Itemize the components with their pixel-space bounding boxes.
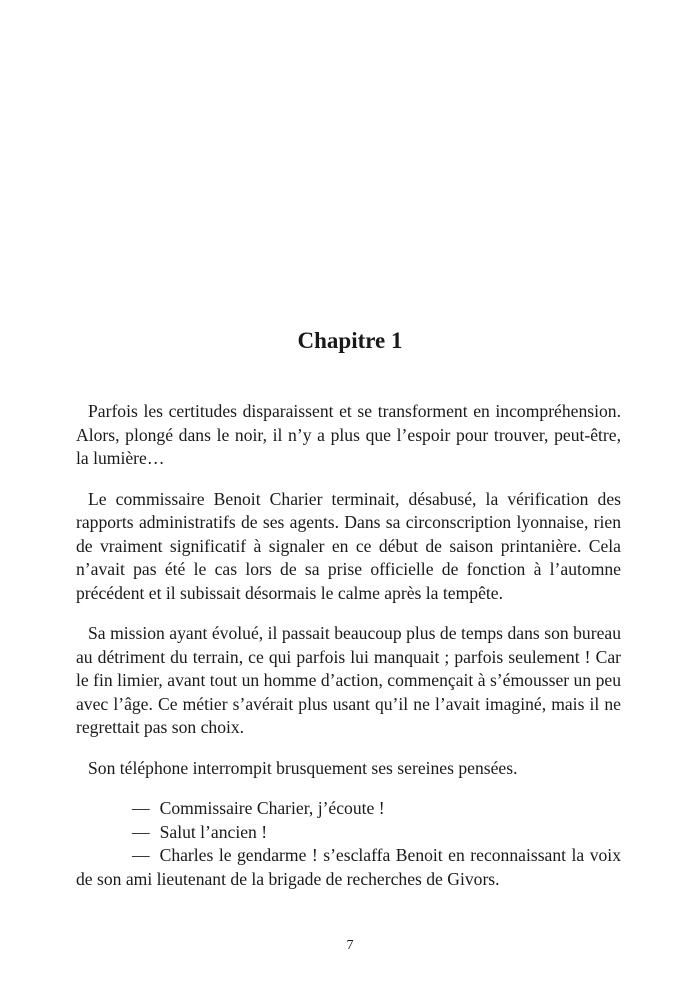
dialogue-line-1 [76, 797, 621, 821]
dialogue-text: Salut l’ancien ! [159, 821, 268, 842]
dialogue-line-2 [76, 821, 621, 845]
dialogue-line-3 [76, 844, 621, 891]
chapter-body [76, 400, 621, 891]
dialogue-dash: — [132, 845, 150, 865]
paragraph-4: Son téléphone interrompit brusquement ses sereines pensées. [88, 757, 518, 778]
page-number: 7 [346, 938, 354, 953]
dialogue-text: Commissaire Charier, j’écoute ! [159, 798, 385, 818]
dialogue-dash: — [132, 798, 150, 818]
paragraph-1: Parfois les certitudes disparaissent et se transforment en incompréhension. Alors, plongé dans le noir, il n’y a plus que l’espoir pour trouver, peut-être, la lumière… [76, 401, 621, 468]
paragraph-2: Le commissaire Benoit Charier terminait, désabusé, la vérification des rapports administratifs de ses agents. Dans sa circonscription lyonnaise, rien de vraiment significatif à signaler en ce début de saison printanière. Cela n’avait pas été le cas lors de sa prise officielle de fonction à l’automne précédent et il subissait désormais le calme après la tempête. [76, 488, 621, 603]
dialogue-text: Charles le gendarme ! s’esclaffa Benoit en reconnaissant la voix de son ami lieutenant de la brigade de recherches de Givors. [76, 845, 621, 889]
paragraph-3: Sa mission ayant évolué, il passait beaucoup plus de temps dans son bureau au détriment du terrain, ce qui parfois lui manquait ; parfois seulement ! Car le fin limier, avant tout un homme d’action, commençait à s’émousser un peu avec l’âge. Ce métier s’avérait plus usant qu’il ne l’avait imaginé, mais il ne regrettait pas son choix. [76, 623, 621, 737]
chapter-title: Chapitre 1 [297, 328, 403, 353]
dialogue-dash: — [132, 821, 150, 842]
